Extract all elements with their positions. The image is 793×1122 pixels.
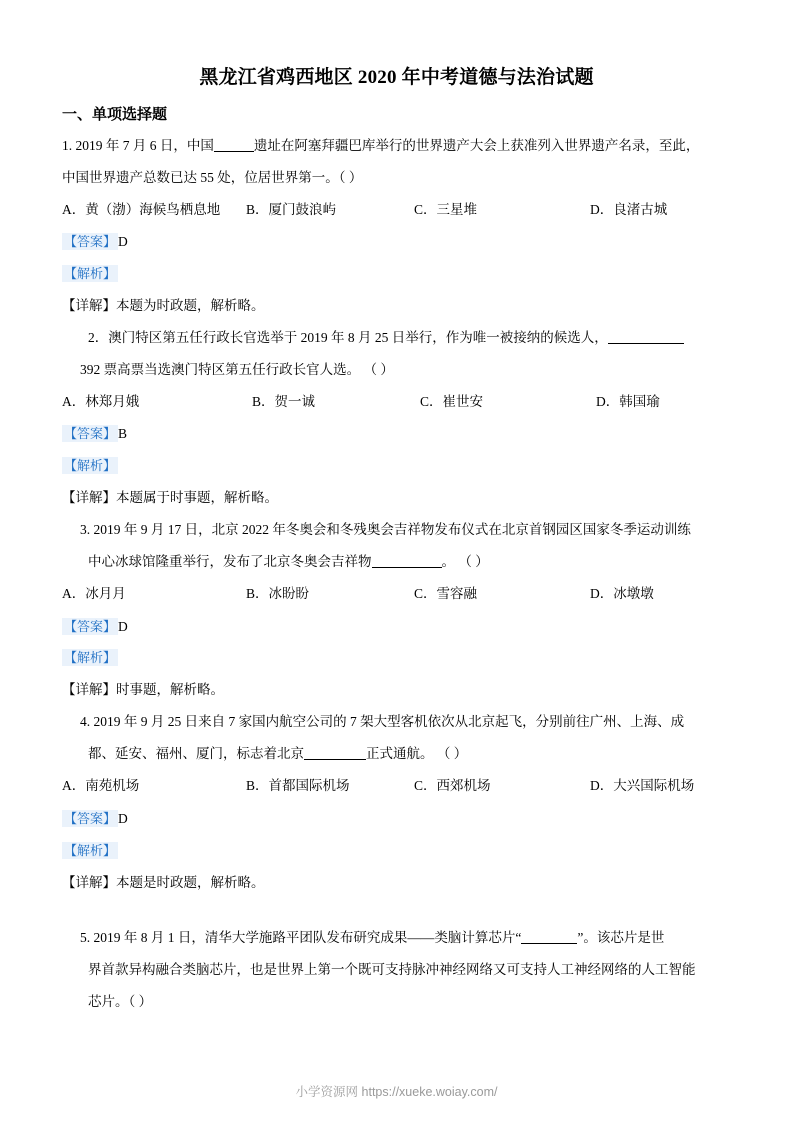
question-3-options <box>62 582 731 606</box>
fill-blank <box>608 330 684 345</box>
question-3-detail: 【详解】时事题，解析略。 <box>62 682 224 698</box>
analysis-label: 【解析】 <box>64 650 117 666</box>
question-5-text-cont: 界首款异构融合类脑芯片，也是世界上第一个既可支持脉冲神经网络又可支持人工神经网络的人工智能 <box>88 961 696 977</box>
footer-watermark <box>0 1082 793 1100</box>
question-5 <box>62 926 731 1015</box>
question-4-text-cont: 都、延安、福州、厦门，标志着北京 正式通航。 （ ） <box>88 746 468 762</box>
answer-label: 【答案】 <box>64 234 117 250</box>
question-2-options <box>62 390 731 414</box>
answer-value: D <box>118 618 128 634</box>
question-4 <box>62 710 731 895</box>
option-d[interactable]: D．冰墩墩 <box>590 586 654 602</box>
question-2-analysis <box>62 454 731 479</box>
question-1 <box>62 134 731 319</box>
question-1-text: 1. 2019 年 7 月 6 日，中国 遗址在阿塞拜疆巴库举行的世界遗产大会上获准列入世界遗产名录，至此， <box>62 138 700 153</box>
question-4-options <box>62 774 731 798</box>
question-3 <box>62 518 731 703</box>
option-b[interactable]: B．首都国际机场 <box>246 778 350 794</box>
option-c[interactable]: C．三星堆 <box>414 201 478 217</box>
question-1-analysis <box>62 262 731 287</box>
analysis-label: 【解析】 <box>64 842 117 858</box>
option-a[interactable]: A．林郑月娥 <box>62 394 140 410</box>
question-3-answer <box>62 615 731 640</box>
section-heading: 一、单项选择题 <box>62 107 168 123</box>
question-4-answer <box>62 807 731 832</box>
answer-label: 【答案】 <box>64 810 117 826</box>
fill-blank <box>214 138 254 153</box>
option-d[interactable]: D．韩国瑜 <box>596 394 660 410</box>
footer-site-name: 小学资源网 <box>295 1085 359 1099</box>
fill-blank <box>521 929 577 944</box>
answer-value: D <box>118 810 128 826</box>
option-b[interactable]: B．贺一诚 <box>252 394 316 410</box>
question-3-text-cont: 中心冰球馆隆重举行，发布了北京冬奥会吉祥物 。 （ ） <box>88 554 489 570</box>
answer-value: D <box>118 234 128 250</box>
question-4-analysis <box>62 839 731 864</box>
question-3-analysis <box>62 646 731 671</box>
question-2 <box>62 326 731 511</box>
page-title: 黑龙江省鸡西地区 2020 年中考道德与法治试题 <box>199 67 594 88</box>
option-b[interactable]: B．厦门鼓浪屿 <box>246 201 337 217</box>
analysis-label: 【解析】 <box>64 458 117 474</box>
question-2-text: 2．澳门特区第五任行政长官选举于 2019 年 8 月 25 日举行，作为唯一被接纳的候选人， <box>62 326 731 351</box>
question-1-detail: 【详解】本题为时政题，解析略。 <box>62 298 265 314</box>
footer-url: https://xueke.woiay.com/ <box>361 1085 498 1099</box>
answer-label: 【答案】 <box>64 618 117 634</box>
option-c[interactable]: C．雪容融 <box>414 586 478 602</box>
option-c[interactable]: C．崔世安 <box>420 394 484 410</box>
question-1-answer <box>62 230 731 255</box>
question-4-detail: 【详解】本题是时政题，解析略。 <box>62 874 265 890</box>
option-d[interactable]: D．良渚古城 <box>590 201 668 217</box>
question-3-text: 3. 2019 年 9 月 17 日，北京 2022 年冬奥会和冬残奥会吉祥物发布仪式在北京首钢园区国家冬季运动训练 <box>80 522 691 538</box>
option-a[interactable]: A．黄（渤）海候鸟栖息地 <box>62 201 221 217</box>
fill-blank <box>372 554 442 569</box>
option-b[interactable]: B．冰盼盼 <box>246 586 310 602</box>
question-1-text-cont: 中国世界遗产总数已达 55 处，位居世界第一。（ ） <box>62 169 363 185</box>
option-c[interactable]: C．西郊机场 <box>414 778 491 794</box>
fill-blank <box>304 746 366 761</box>
question-2-text-cont: 392 票高票当选澳门特区第五任行政长官人选。 （ ） <box>80 362 394 378</box>
question-2-answer <box>62 422 731 447</box>
option-a[interactable]: A．南苑机场 <box>62 778 140 794</box>
question-5-text-cont2: 芯片。（ ） <box>88 993 153 1009</box>
question-2-detail: 【详解】本题属于时事题，解析略。 <box>62 490 278 506</box>
option-a[interactable]: A．冰月月 <box>62 586 126 602</box>
option-d[interactable]: D．大兴国际机场 <box>590 778 695 794</box>
analysis-label: 【解析】 <box>64 266 117 282</box>
answer-value: B <box>118 426 128 442</box>
answer-label: 【答案】 <box>64 426 117 442</box>
question-1-options <box>62 198 731 222</box>
question-4-text: 4. 2019 年 9 月 25 日来自 7 家国内航空公司的 7 架大型客机依次从北京起飞，分别前往广州、上海、成 <box>80 714 685 730</box>
question-5-text: 5. 2019 年 8 月 1 日，清华大学施路平团队发布研究成果——类脑计算芯片“ ”。该芯片是世 <box>80 929 665 945</box>
